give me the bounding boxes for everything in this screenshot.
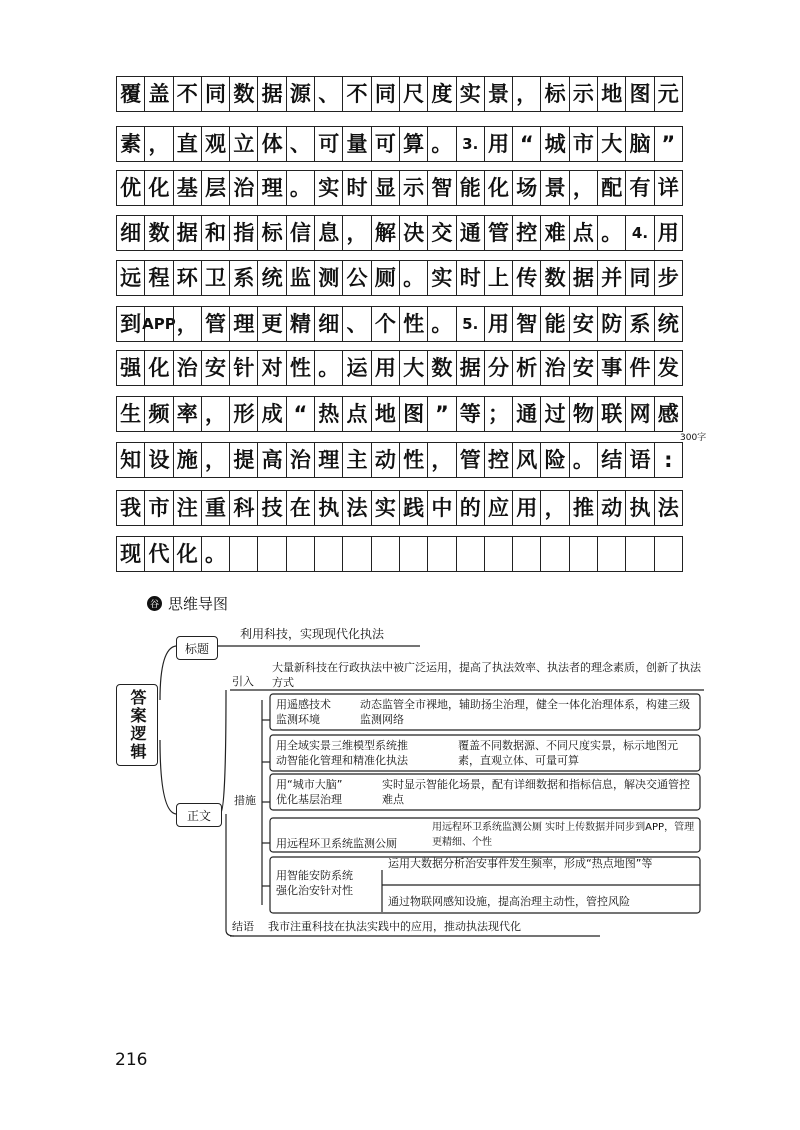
essay-cell: 尺 — [399, 76, 428, 112]
essay-cell: 信 — [286, 215, 315, 251]
essay-cell: 。 — [286, 170, 315, 206]
measure-4-left: 用远程环卫系统监测公厕 — [276, 837, 397, 850]
essay-cell: 实 — [371, 490, 400, 526]
essay-cell: 量 — [342, 126, 371, 162]
essay-cell: 通 — [512, 396, 541, 432]
essay-cell: 脑 — [625, 126, 654, 162]
essay-cell: ， — [201, 442, 230, 478]
conclusion-label: 结语 — [232, 920, 254, 933]
intro-text: 大量新科技在行政执法中被广泛运用，提高了执法效率、执法者的理念素质，创新了执法方式 — [272, 661, 701, 689]
measure-2-right: 覆盖不同数据源、不同尺度实景，标示地图元素，直观立体、可量可算 — [458, 739, 678, 767]
essay-cell: 景 — [484, 76, 513, 112]
essay-cell: 通 — [456, 215, 485, 251]
essay-cell: 4. — [625, 215, 654, 251]
essay-cell: 分 — [484, 350, 513, 386]
essay-cell: 据 — [257, 76, 286, 112]
essay-cell: 系 — [229, 260, 258, 296]
essay-cell: 推 — [569, 490, 598, 526]
essay-cell: 盖 — [144, 76, 173, 112]
essay-cell: 3. — [456, 126, 485, 162]
root-label: 答案逻辑 — [128, 689, 147, 761]
essay-cell: 等 — [456, 396, 485, 432]
essay-cell: 度 — [427, 76, 456, 112]
essay-cell: 运 — [342, 350, 371, 386]
essay-cell: 个 — [371, 306, 400, 342]
essay-cell: 化 — [484, 170, 513, 206]
title-box — [176, 636, 218, 660]
measure-4-right: 用远程环卫系统监测公厕 实时上传数据并同步到APP，管理更精细、个性 — [432, 822, 695, 848]
essay-cell: 提 — [229, 442, 258, 478]
mindmap-badge-icon: 谷 — [147, 596, 162, 611]
essay-cell: 景 — [540, 170, 569, 206]
essay-cell: 。 — [569, 442, 598, 478]
essay-cell: 风 — [512, 442, 541, 478]
essay-cell: 同 — [201, 76, 230, 112]
intro-label: 引入 — [232, 675, 254, 688]
essay-cell: 远 — [116, 260, 145, 296]
essay-cell: 理 — [229, 306, 258, 342]
essay-cell: 治 — [540, 350, 569, 386]
essay-cell: : — [654, 442, 683, 478]
essay-cell: 管 — [456, 442, 485, 478]
essay-cell: 5. — [456, 306, 485, 342]
essay-cell: 实 — [456, 76, 485, 112]
essay-cell: 应 — [484, 490, 513, 526]
essay-cell: 图 — [625, 76, 654, 112]
essay-cell: 决 — [399, 215, 428, 251]
essay-cell: 法 — [654, 490, 683, 526]
essay-cell: 的 — [456, 490, 485, 526]
essay-cell: 。 — [314, 350, 343, 386]
essay-cell: 执 — [625, 490, 654, 526]
essay-cell: 地 — [597, 76, 626, 112]
essay-cell: 不 — [173, 76, 202, 112]
essay-cell: 可 — [371, 126, 400, 162]
essay-cell: 细 — [116, 215, 145, 251]
essay-cell: 优 — [116, 170, 145, 206]
essay-cell: 算 — [399, 126, 428, 162]
essay-cell: 精 — [286, 306, 315, 342]
essay-cell: 程 — [144, 260, 173, 296]
essay-cell: ， — [342, 215, 371, 251]
essay-cell: 据 — [173, 215, 202, 251]
essay-cell: 中 — [427, 490, 456, 526]
essay-cell: 配 — [597, 170, 626, 206]
essay-cell: 元 — [654, 76, 683, 112]
title-text: 利用科技，实现现代化执法 — [240, 627, 385, 641]
essay-cell: 。 — [427, 126, 456, 162]
measure-3-right: 实时显示智能化场景，配有详细数据和指标信息，解决交通管控难点 — [382, 778, 690, 806]
essay-cell: 我 — [116, 490, 145, 526]
essay-cell: ， — [569, 170, 598, 206]
word-counter: 300字 — [680, 433, 707, 443]
conclusion-text: 我市注重科技在执法实践中的应用，推动执法现代化 — [268, 920, 521, 933]
essay-cell: 卫 — [201, 260, 230, 296]
essay-cell: 感 — [654, 396, 683, 432]
essay-cell: 对 — [257, 350, 286, 386]
essay-cell: 强 — [116, 350, 145, 386]
essay-cell: 到 — [116, 306, 145, 342]
essay-cell: 。 — [399, 260, 428, 296]
essay-cell: “ — [286, 396, 315, 432]
essay-cell: 市 — [144, 490, 173, 526]
essay-cell: 结 — [597, 442, 626, 478]
essay-cell: 更 — [257, 306, 286, 342]
essay-cell: 执 — [314, 490, 343, 526]
essay-cell: ， — [540, 490, 569, 526]
root-box — [116, 684, 158, 766]
essay-cell: 代 — [144, 536, 173, 572]
essay-cell: 安 — [201, 350, 230, 386]
essay-cell: 理 — [314, 442, 343, 478]
essay-cell: 理 — [257, 170, 286, 206]
essay-cell: 性 — [286, 350, 315, 386]
essay-cell: 显 — [371, 170, 400, 206]
essay-cell: 用 — [654, 215, 683, 251]
mindmap-heading-text: 思维导图 — [168, 595, 229, 613]
measure-1-left: 用遥感技术 监测环境 — [276, 698, 331, 726]
page-number: 216 — [115, 1050, 148, 1070]
essay-cell: 统 — [654, 306, 683, 342]
essay-cell: APP — [144, 306, 173, 342]
essay-cell: 。 — [597, 215, 626, 251]
essay-cell: 语 — [625, 442, 654, 478]
essay-cell: 素 — [116, 126, 145, 162]
essay-cell: 性 — [399, 306, 428, 342]
essay-cell: 针 — [229, 350, 258, 386]
essay-cell: ， — [173, 306, 202, 342]
essay-cell: 交 — [427, 215, 456, 251]
measure-5-left: 用智能安防系统 强化治安针对性 — [276, 869, 353, 897]
essay-cell: 覆 — [116, 76, 145, 112]
essay-cell: ， — [201, 396, 230, 432]
essay-cell: 据 — [456, 350, 485, 386]
essay-cell: 。 — [427, 306, 456, 342]
essay-cell: 智 — [427, 170, 456, 206]
essay-cell: 事 — [597, 350, 626, 386]
essay-cell: 安 — [569, 350, 598, 386]
essay-cell: 性 — [399, 442, 428, 478]
title-label: 标题 — [184, 641, 209, 656]
essay-cell: “ — [512, 126, 541, 162]
essay-cell: 动 — [597, 490, 626, 526]
essay-cell: 用 — [371, 350, 400, 386]
essay-cell: 用 — [484, 306, 513, 342]
essay-cell: 息 — [314, 215, 343, 251]
essay-cell: 同 — [371, 76, 400, 112]
essay-cell: 步 — [654, 260, 683, 296]
essay-cell: 环 — [173, 260, 202, 296]
essay-cell: 网 — [625, 396, 654, 432]
essay-cell: 险 — [540, 442, 569, 478]
essay-cell: 详 — [654, 170, 683, 206]
essay-cell: 点 — [342, 396, 371, 432]
essay-cell: 物 — [569, 396, 598, 432]
essay-cell: 有 — [625, 170, 654, 206]
essay-cell: 实 — [427, 260, 456, 296]
essay-cell: 频 — [144, 396, 173, 432]
essay-cell: 现 — [116, 536, 145, 572]
essay-cell: 控 — [512, 215, 541, 251]
essay-cell: 知 — [116, 442, 145, 478]
essay-cell: 生 — [116, 396, 145, 432]
essay-cell: 上 — [484, 260, 513, 296]
essay-cell: 据 — [569, 260, 598, 296]
essay-cell: 系 — [625, 306, 654, 342]
essay-cell: 防 — [597, 306, 626, 342]
essay-cell: 时 — [456, 260, 485, 296]
essay-cell: 践 — [399, 490, 428, 526]
essay-cell: 能 — [456, 170, 485, 206]
essay-cell: 市 — [569, 126, 598, 162]
essay-cell: 治 — [229, 170, 258, 206]
essay-cell: 化 — [144, 170, 173, 206]
essay-cell: 观 — [201, 126, 230, 162]
essay-cell: 形 — [229, 396, 258, 432]
essay-cell: 大 — [597, 126, 626, 162]
essay-cell: 化 — [173, 536, 202, 572]
essay-cell: 过 — [540, 396, 569, 432]
essay-cell: 数 — [427, 350, 456, 386]
essay-cell: 化 — [144, 350, 173, 386]
essay-cell: 层 — [201, 170, 230, 206]
measure-5-right2: 通过物联网感知设施，提高治理主动性，管控风险 — [388, 895, 630, 908]
measure-3-left: 用“城市大脑” 优化基层治理 — [276, 778, 343, 806]
essay-cell: 用 — [484, 126, 513, 162]
essay-cell: 点 — [569, 215, 598, 251]
essay-cell: 和 — [201, 215, 230, 251]
essay-cell: 并 — [597, 260, 626, 296]
essay-cell: 科 — [229, 490, 258, 526]
essay-cell: 公 — [342, 260, 371, 296]
essay-cell: 场 — [512, 170, 541, 206]
essay-cell: ； — [484, 396, 513, 432]
essay-cell: 统 — [257, 260, 286, 296]
essay-cell: 能 — [540, 306, 569, 342]
essay-cell: 示 — [399, 170, 428, 206]
essay-cell: 发 — [654, 350, 683, 386]
essay-cell: ” — [427, 396, 456, 432]
essay-cell: 、 — [314, 76, 343, 112]
essay-cell: 安 — [569, 306, 598, 342]
essay-cell: 难 — [540, 215, 569, 251]
essay-cell: 成 — [257, 396, 286, 432]
essay-cell: 在 — [286, 490, 315, 526]
essay-cell: 指 — [229, 215, 258, 251]
essay-cell: 析 — [512, 350, 541, 386]
essay-cell: 施 — [173, 442, 202, 478]
essay-cell: 数 — [229, 76, 258, 112]
essay-cell: 细 — [314, 306, 343, 342]
essay-cell: 地 — [371, 396, 400, 432]
essay-cell: 标 — [257, 215, 286, 251]
essay-cell: 管 — [201, 306, 230, 342]
essay-cell: 监 — [286, 260, 315, 296]
essay-cell: 重 — [201, 490, 230, 526]
measure-5-right: 运用大数据分析治安事件发生频率，形成“热点地图”等 — [388, 857, 653, 870]
essay-cell: 立 — [229, 126, 258, 162]
essay-cell: 大 — [399, 350, 428, 386]
essay-cell: 治 — [173, 350, 202, 386]
essay-cell: 技 — [257, 490, 286, 526]
essay-cell: 源 — [286, 76, 315, 112]
essay-cell: 不 — [342, 76, 371, 112]
measure-2-left: 用全域实景三维模型系统推 动智能化管理和精准化执法 — [276, 739, 408, 767]
essay-cell: 同 — [625, 260, 654, 296]
essay-cell: 率 — [173, 396, 202, 432]
essay-cell: 解 — [371, 215, 400, 251]
essay-cell: 厕 — [371, 260, 400, 296]
essay-cell: 数 — [144, 215, 173, 251]
essay-cell: 实 — [314, 170, 343, 206]
essay-cell: 智 — [512, 306, 541, 342]
essay-cell: 数 — [540, 260, 569, 296]
essay-cell: 高 — [257, 442, 286, 478]
essay-cell: 主 — [342, 442, 371, 478]
essay-cell: 热 — [314, 396, 343, 432]
essay-cell: 传 — [512, 260, 541, 296]
essay-cell: 设 — [144, 442, 173, 478]
essay-cell: 示 — [569, 76, 598, 112]
essay-cell: ” — [654, 126, 683, 162]
essay-cell: 、 — [286, 126, 315, 162]
essay-cell: 城 — [540, 126, 569, 162]
measure-1-right: 动态监管全市裸地，辅助扬尘治理，健全一体化治理体系，构建三级监测网络 — [360, 698, 690, 726]
essay-cell: 联 — [597, 396, 626, 432]
essay-cell: 件 — [625, 350, 654, 386]
essay-cell: ， — [427, 442, 456, 478]
essay-cell: 注 — [173, 490, 202, 526]
measures-label: 措施 — [234, 794, 256, 807]
essay-cell: 图 — [399, 396, 428, 432]
essay-cell: 体 — [257, 126, 286, 162]
essay-cell: 控 — [484, 442, 513, 478]
essay-cell: 法 — [342, 490, 371, 526]
essay-cell: 标 — [540, 76, 569, 112]
essay-cell: 、 — [342, 306, 371, 342]
body-box — [176, 803, 222, 827]
essay-cell: 管 — [484, 215, 513, 251]
essay-cell: 动 — [371, 442, 400, 478]
essay-cell: 可 — [314, 126, 343, 162]
essay-cell: 基 — [173, 170, 202, 206]
essay-cell: 直 — [173, 126, 202, 162]
essay-cell: 治 — [286, 442, 315, 478]
essay-cell: 时 — [342, 170, 371, 206]
essay-cell: 。 — [201, 536, 230, 572]
body-label: 正文 — [186, 808, 211, 823]
essay-cell: 用 — [512, 490, 541, 526]
essay-cell: 测 — [314, 260, 343, 296]
essay-cell: ， — [512, 76, 541, 112]
essay-cell: ， — [144, 126, 173, 162]
